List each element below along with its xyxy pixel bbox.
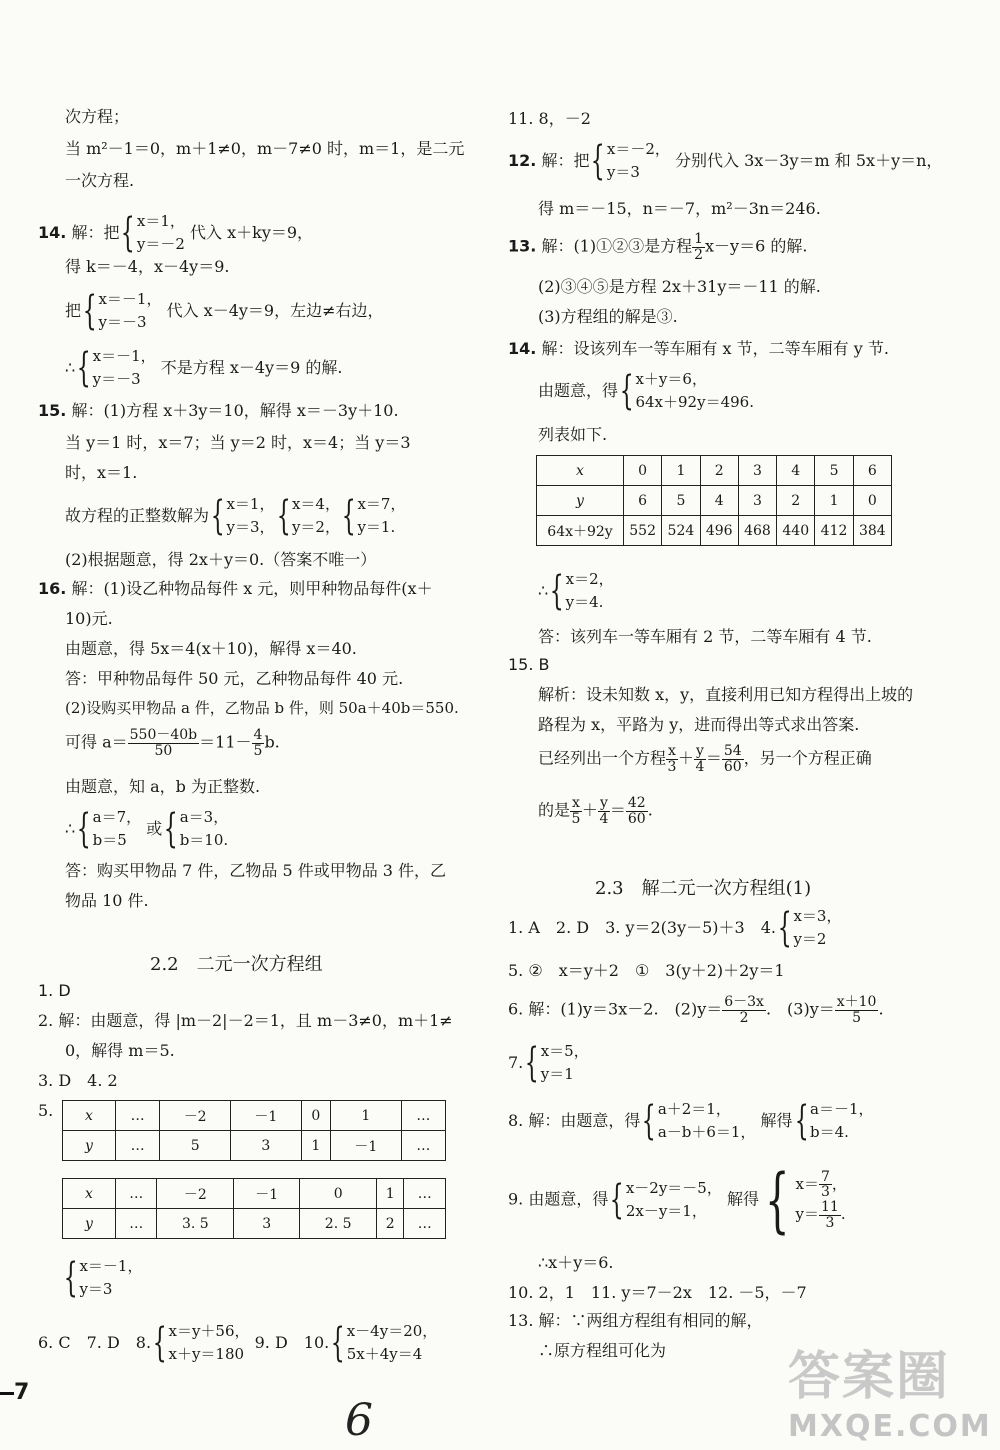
- table-cell: 3: [738, 486, 776, 516]
- table-cell: x: [63, 1101, 116, 1131]
- text-line: 答：甲种物品每件 50 元，乙种物品每件 40 元.: [65, 669, 404, 688]
- text-line: 路程为 x，平路为 y，进而得出等式求出答案.: [538, 715, 860, 734]
- question-15: 15. 解：(1)方程 x＋3y＝10，解得 x＝－3y＋10.: [38, 401, 399, 420]
- text-line: 5.: [38, 1101, 54, 1120]
- table-cell: 64x＋92y: [537, 516, 624, 546]
- text-line: 答：购买甲物品 7 件，乙物品 5 件或甲物品 3 件，乙: [65, 861, 447, 880]
- table-cell: 384: [853, 516, 891, 546]
- text-line: 解析：设未知数 x，y，直接利用已知方程得出上坡的: [538, 685, 914, 704]
- text-line: 11. 8，－2: [508, 109, 591, 128]
- text-line: 当 m²－1＝0，m＋1≠0，m－7≠0 时，m＝1，是二元: [65, 139, 465, 158]
- text-line: 5. ② x＝y＋2 ① 3(y＋2)＋2y＝1: [508, 961, 785, 980]
- table-cell: 412: [815, 516, 853, 546]
- text-line: 8. 解：由题意，得{ a＋2＝1， a－b＋6＝1， 解得{ a＝－1， b＝4.: [508, 1098, 874, 1145]
- question-number: 14.: [38, 222, 67, 242]
- text-line: 15. B: [508, 655, 550, 674]
- watermark-url: MXQE.COM: [788, 1409, 992, 1444]
- table-cell: 5: [160, 1131, 231, 1161]
- text-line: (3)方程组的解是③.: [538, 307, 678, 326]
- equation-system: x＝1， y＝－2: [136, 212, 185, 254]
- text-line: ∴x＋y＝6.: [538, 1253, 614, 1272]
- table-cell: 5: [662, 486, 700, 516]
- text-line: 6. 解：(1)y＝3x－2. (2)y＝ $\frac{6-3x}{2}$ . (3)y＝ $\frac{x+10}{5}$ .: [508, 994, 884, 1026]
- table-cell: 0: [853, 486, 891, 516]
- text-line: 3. D 4. 2: [38, 1071, 118, 1090]
- question-number: 15.: [38, 401, 67, 420]
- table-row: [537, 516, 892, 546]
- section-title: 2.3 解二元一次方程组(1): [595, 878, 812, 899]
- table-cell: …: [404, 1209, 446, 1239]
- text-line: 次方程；: [65, 107, 130, 126]
- text-line: 2. 解：由题意，得 |m－2|－2＝1，且 m－3≠0，m＋1≠: [38, 1011, 453, 1030]
- table-cell: 3: [230, 1131, 301, 1161]
- text-line: 答：该列车一等车厢有 2 节，二等车厢有 4 节.: [538, 627, 872, 646]
- table-cell: y: [63, 1131, 116, 1161]
- table-cell: 5: [815, 456, 853, 486]
- text-line: 当 y＝1 时，x＝7；当 y＝2 时，x＝4；当 y＝3: [65, 433, 411, 452]
- table-cell: 0: [300, 1179, 377, 1209]
- table-cell: 6: [624, 486, 662, 516]
- question-number: 16.: [38, 579, 67, 598]
- table-cell: 468: [738, 516, 776, 546]
- table-cell: 524: [662, 516, 700, 546]
- table-cell: y: [63, 1209, 116, 1239]
- equation-system: x＝－1， y＝－3: [92, 347, 156, 389]
- watermark-logo: [788, 1334, 992, 1444]
- question-12: 12. 解：把{ x＝－2， y＝3 分别代入 3x－3y＝m 和 5x＋y＝n，: [508, 138, 943, 185]
- text-line: 一次方程.: [65, 171, 135, 190]
- page-number: 7: [0, 1380, 29, 1405]
- text-line: 得 m＝－15，n＝－7，m²－3n＝246.: [538, 199, 821, 218]
- text-line: 6. C 7. D 8.{ x＝y＋56， x＋y＝180 9. D 10.{ x－4y＝20， 5x＋4y＝4: [38, 1320, 438, 1367]
- table-cell: x: [537, 456, 624, 486]
- value-table: [62, 1100, 446, 1161]
- text-line: 列表如下.: [538, 425, 608, 444]
- table-cell: 1: [815, 486, 853, 516]
- table-cell: …: [116, 1101, 160, 1131]
- table-cell: …: [116, 1209, 157, 1239]
- text-line: 由题意，得 5x＝4(x＋10)，解得 x＝40.: [65, 639, 357, 658]
- text-line: 物品 10 件.: [65, 891, 149, 910]
- table-cell: 1: [662, 456, 700, 486]
- table-cell: 0: [624, 456, 662, 486]
- question-14: 14. 解：把{ x＝1， y＝－2 代入 x＋ky＝9，: [38, 210, 314, 257]
- table-cell: 1: [330, 1101, 401, 1131]
- table-cell: …: [116, 1131, 160, 1161]
- table-cell: …: [401, 1101, 445, 1131]
- text-line: 13. 解：∵两组方程组有相同的解，: [508, 1311, 763, 1330]
- text-line: 10)元.: [65, 609, 113, 628]
- table-row: [63, 1179, 446, 1209]
- table-cell: 1: [377, 1179, 404, 1209]
- text-line: (2)③④⑤是方程 2x＋31y＝－11 的解.: [538, 277, 821, 296]
- text-line: 10. 2，1 11. y＝7－2x 12. －5，－7: [508, 1283, 807, 1302]
- table-cell: 4: [700, 486, 738, 516]
- text-line: 1. A 2. D 3. y＝2(3y－5)＋3 4.{ x＝3， y＝2: [508, 905, 842, 952]
- table-cell: …: [401, 1131, 445, 1161]
- table-cell: 2: [377, 1209, 404, 1239]
- question-16: 16. 解：(1)设乙种物品每件 x 元，则甲种物品每件(x＋: [38, 579, 433, 598]
- text-line: 时，x＝1.: [65, 463, 138, 482]
- table-cell: x: [63, 1179, 116, 1209]
- text-line: (2)根据题意，得 2x＋y＝0.（答案不唯一）: [65, 550, 377, 569]
- question-13: 13. 解：(1)①②③是方程 $\frac{1}{2}$ x－y＝6 的解.: [508, 231, 808, 263]
- text-line: 已经列出一个方程 $\frac{x}{3}$ ＋ $\frac{y}{4}$ ＝ $\frac{54}{60}$ ，另一个方程正确: [538, 743, 872, 775]
- table-cell: 2: [777, 486, 815, 516]
- text-line: (2)设购买甲物品 a 件，乙物品 b 件，则 50a＋40b＝550.: [65, 699, 459, 717]
- equation-system: x＝－1， y＝－3: [98, 290, 162, 332]
- table-row: [537, 486, 892, 516]
- table-row: [537, 456, 892, 486]
- text-line: 由题意，知 a，b 为正整数.: [65, 777, 261, 796]
- text-line: 的是 $\frac{x}{5}$ ＋ $\frac{y}{4}$ ＝ $\frac{42}{60}$ .: [538, 795, 653, 827]
- text-line: 7.{ x＝5， y＝1: [508, 1040, 589, 1087]
- text-line: ∴{ x＝－1， y＝－3 不是方程 x－4y＝9 的解.: [65, 345, 343, 392]
- text-line: { x＝－1， y＝3: [63, 1255, 143, 1302]
- text-line: 得 k＝－4，x－4y＝9.: [65, 257, 230, 276]
- table-cell: y: [537, 486, 624, 516]
- table-cell: 552: [624, 516, 662, 546]
- table-cell: －2: [160, 1101, 231, 1131]
- value-table: [536, 455, 892, 546]
- text-line: 可得 a＝ $\frac{550-40b}{50}$ ＝11－ $\frac{4}{5}$ b.: [65, 727, 280, 759]
- handwritten-mark: 6: [345, 1395, 373, 1446]
- table-cell: 3. 5: [157, 1209, 234, 1239]
- text-line: 故方程的正整数解为{ x＝1， y＝3，{ x＝4， y＝2，{ x＝7， y＝1.: [65, 493, 406, 540]
- table-cell: －1: [230, 1101, 301, 1131]
- question-14: 14. 解：设该列车一等车厢有 x 节，二等车厢有 y 节.: [508, 339, 889, 358]
- table-cell: 1: [301, 1131, 330, 1161]
- table-cell: …: [404, 1179, 446, 1209]
- value-table: [62, 1178, 446, 1239]
- table-row: [63, 1131, 446, 1161]
- table-cell: －1: [330, 1131, 401, 1161]
- table-cell: 496: [700, 516, 738, 546]
- table-cell: 6: [853, 456, 891, 486]
- table-row: [63, 1209, 446, 1239]
- table-cell: 2. 5: [300, 1209, 377, 1239]
- table-cell: …: [116, 1179, 157, 1209]
- table-cell: 3: [738, 456, 776, 486]
- table-cell: 3: [234, 1209, 300, 1239]
- table-cell: －1: [234, 1179, 300, 1209]
- text-line: ∴{ x＝2， y＝4.: [538, 568, 614, 615]
- text-line: 由题意，得{ x＋y＝6， 64x＋92y＝496.: [538, 368, 754, 415]
- table-cell: 2: [700, 456, 738, 486]
- table-cell: －2: [157, 1179, 234, 1209]
- text-line: ∴原方程组可化为: [538, 1341, 667, 1360]
- text-line: 把{ x＝－1， y＝－3 代入 x－4y＝9，左边≠右边，: [65, 288, 384, 335]
- table-cell: 4: [777, 456, 815, 486]
- text-line: ∴{ a＝7， b＝5 或{ a＝3， b＝10.: [65, 806, 229, 853]
- table-cell: 0: [301, 1101, 330, 1131]
- text-line: 1. D: [38, 981, 71, 1000]
- table-row: [63, 1101, 446, 1131]
- text-line: 9. 由题意，得{ x－2y＝－5， 2x－y＝1， 解得{ x＝ $\frac{7}{3}$ ， y＝ $\frac{11}{3}$ .: [508, 1159, 847, 1241]
- text-line: 0，解得 m＝5.: [65, 1041, 175, 1060]
- watermark-text: 答案圈: [788, 1347, 951, 1407]
- section-title: 2.2 二元一次方程组: [150, 954, 323, 975]
- table-cell: 440: [777, 516, 815, 546]
